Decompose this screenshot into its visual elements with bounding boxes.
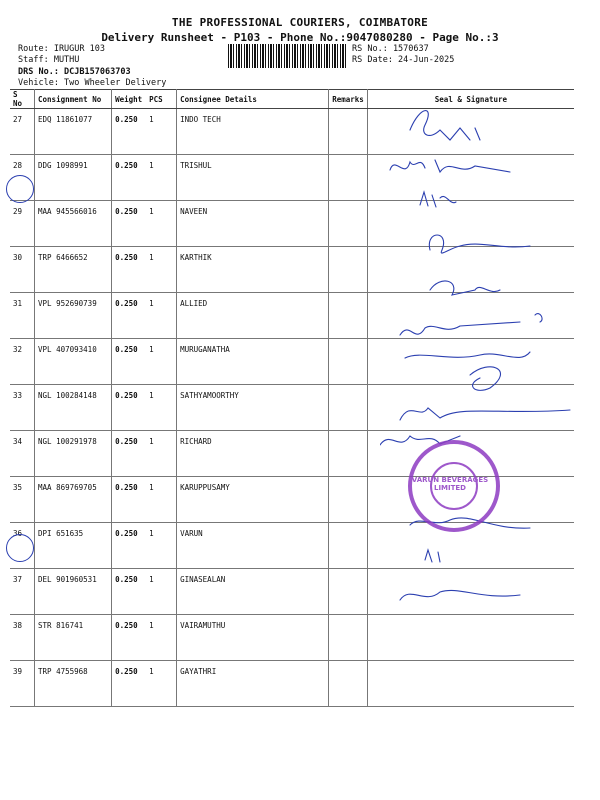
row-consignee: ALLIED bbox=[177, 293, 329, 339]
row-consignment-no: TRP 6466652 bbox=[35, 247, 112, 293]
row-consignment-no: DEL 901960531 bbox=[35, 569, 112, 615]
row-sno: 30 bbox=[10, 247, 35, 293]
rs-number: RS No.: 1570637 bbox=[352, 44, 429, 54]
row-weight: 0.250 bbox=[112, 431, 147, 477]
row-consignment-no: EDQ 11861077 bbox=[35, 109, 112, 155]
row-weight: 0.250 bbox=[112, 201, 147, 247]
row-consignee: GAYATHRI bbox=[177, 661, 329, 707]
row-pcs: 1 bbox=[146, 293, 177, 339]
row-weight: 0.250 bbox=[112, 615, 147, 661]
row-sno: 36 bbox=[10, 523, 35, 569]
row-remarks bbox=[329, 339, 368, 385]
row-consignment-no: VPL 407093410 bbox=[35, 339, 112, 385]
row-weight: 0.250 bbox=[112, 569, 147, 615]
col-consignment: Consignment No bbox=[35, 90, 112, 109]
row-consignment-no: NGL 100284148 bbox=[35, 385, 112, 431]
row-weight: 0.250 bbox=[112, 109, 147, 155]
row-sno: 39 bbox=[10, 661, 35, 707]
vehicle-text: Vehicle: Two Wheeler Delivery bbox=[18, 78, 167, 88]
row-sno: 33 bbox=[10, 385, 35, 431]
circle-mark bbox=[6, 175, 34, 203]
col-signature: Seal & Signature bbox=[367, 90, 574, 109]
row-remarks bbox=[329, 569, 368, 615]
rs-date: RS Date: 24-Jun-2025 bbox=[352, 55, 455, 65]
row-sno: 34 bbox=[10, 431, 35, 477]
row-sno: 27 bbox=[10, 109, 35, 155]
company-seal bbox=[408, 440, 500, 532]
row-weight: 0.250 bbox=[112, 293, 147, 339]
row-sno: 28 bbox=[10, 155, 35, 201]
drs-number: DRS No.: DCJB157063703 bbox=[18, 67, 131, 77]
seal-text: VARUN BEVERAGES LIMITED bbox=[411, 476, 489, 492]
row-consignee: RICHARD bbox=[177, 431, 329, 477]
row-consignee: SATHYAMOORTHY bbox=[177, 385, 329, 431]
row-pcs: 1 bbox=[146, 615, 177, 661]
row-sno: 38 bbox=[10, 615, 35, 661]
row-pcs: 1 bbox=[146, 523, 177, 569]
row-pcs: 1 bbox=[146, 247, 177, 293]
runsheet-title: Delivery Runsheet - P103 - Phone No.:9047080280 - Page No.:3 bbox=[101, 31, 499, 44]
row-remarks bbox=[329, 477, 368, 523]
row-remarks bbox=[329, 523, 368, 569]
row-consignment-no: DDG 1098991 bbox=[35, 155, 112, 201]
table-row bbox=[10, 615, 574, 661]
row-sno: 32 bbox=[10, 339, 35, 385]
row-pcs: 1 bbox=[146, 109, 177, 155]
table-row bbox=[10, 661, 574, 707]
row-consignment-no: NGL 100291978 bbox=[35, 431, 112, 477]
row-weight: 0.250 bbox=[112, 155, 147, 201]
row-consignment-no: VPL 952690739 bbox=[35, 293, 112, 339]
row-consignment-no: MAA 945566016 bbox=[35, 201, 112, 247]
row-consignee: VAIRAMUTHU bbox=[177, 615, 329, 661]
row-sno: 29 bbox=[10, 201, 35, 247]
row-pcs: 1 bbox=[146, 201, 177, 247]
row-consignment-no: STR 816741 bbox=[35, 615, 112, 661]
row-remarks bbox=[329, 385, 368, 431]
col-weight: Weight bbox=[112, 90, 147, 109]
row-consignee: INDO TECH bbox=[177, 109, 329, 155]
row-consignee: KARUPPUSAMY bbox=[177, 477, 329, 523]
row-weight: 0.250 bbox=[112, 247, 147, 293]
row-pcs: 1 bbox=[146, 155, 177, 201]
row-consignment-no: MAA 869769705 bbox=[35, 477, 112, 523]
circle-mark bbox=[6, 534, 34, 562]
row-consignee: MURUGANATHA bbox=[177, 339, 329, 385]
row-remarks bbox=[329, 293, 368, 339]
row-consignment-no: TRP 4755968 bbox=[35, 661, 112, 707]
row-sno: 31 bbox=[10, 293, 35, 339]
row-consignee: VARUN bbox=[177, 523, 329, 569]
row-remarks bbox=[329, 109, 368, 155]
row-weight: 0.250 bbox=[112, 477, 147, 523]
col-sno: S No bbox=[10, 90, 35, 109]
row-consignee: GINASEALAN bbox=[177, 569, 329, 615]
row-signature bbox=[367, 615, 574, 661]
row-pcs: 1 bbox=[146, 385, 177, 431]
row-weight: 0.250 bbox=[112, 523, 147, 569]
row-weight: 0.250 bbox=[112, 339, 147, 385]
row-pcs: 1 bbox=[146, 339, 177, 385]
row-remarks bbox=[329, 155, 368, 201]
row-remarks bbox=[329, 431, 368, 477]
row-sno: 37 bbox=[10, 569, 35, 615]
row-remarks bbox=[329, 661, 368, 707]
staff-text: Staff: MUTHU bbox=[18, 55, 80, 65]
row-consignee: TRISHUL bbox=[177, 155, 329, 201]
row-pcs: 1 bbox=[146, 477, 177, 523]
row-consignee: NAVEEN bbox=[177, 201, 329, 247]
row-consignment-no: DPI 651635 bbox=[35, 523, 112, 569]
row-sno: 35 bbox=[10, 477, 35, 523]
barcode bbox=[228, 44, 346, 68]
row-weight: 0.250 bbox=[112, 385, 147, 431]
col-pcs: PCS bbox=[146, 90, 177, 109]
route-text: Route: IRUGUR 103 bbox=[18, 44, 105, 54]
signatures-overlay bbox=[380, 100, 580, 620]
row-remarks bbox=[329, 247, 368, 293]
col-consignee: Consignee Details bbox=[177, 90, 329, 109]
row-pcs: 1 bbox=[146, 431, 177, 477]
row-consignee: KARTHIK bbox=[177, 247, 329, 293]
row-pcs: 1 bbox=[146, 661, 177, 707]
col-remarks: Remarks bbox=[329, 90, 368, 109]
row-pcs: 1 bbox=[146, 569, 177, 615]
row-signature bbox=[367, 661, 574, 707]
company-title: THE PROFESSIONAL COURIERS, COIMBATORE bbox=[171, 16, 429, 29]
row-remarks bbox=[329, 201, 368, 247]
row-weight: 0.250 bbox=[112, 661, 147, 707]
row-remarks bbox=[329, 615, 368, 661]
